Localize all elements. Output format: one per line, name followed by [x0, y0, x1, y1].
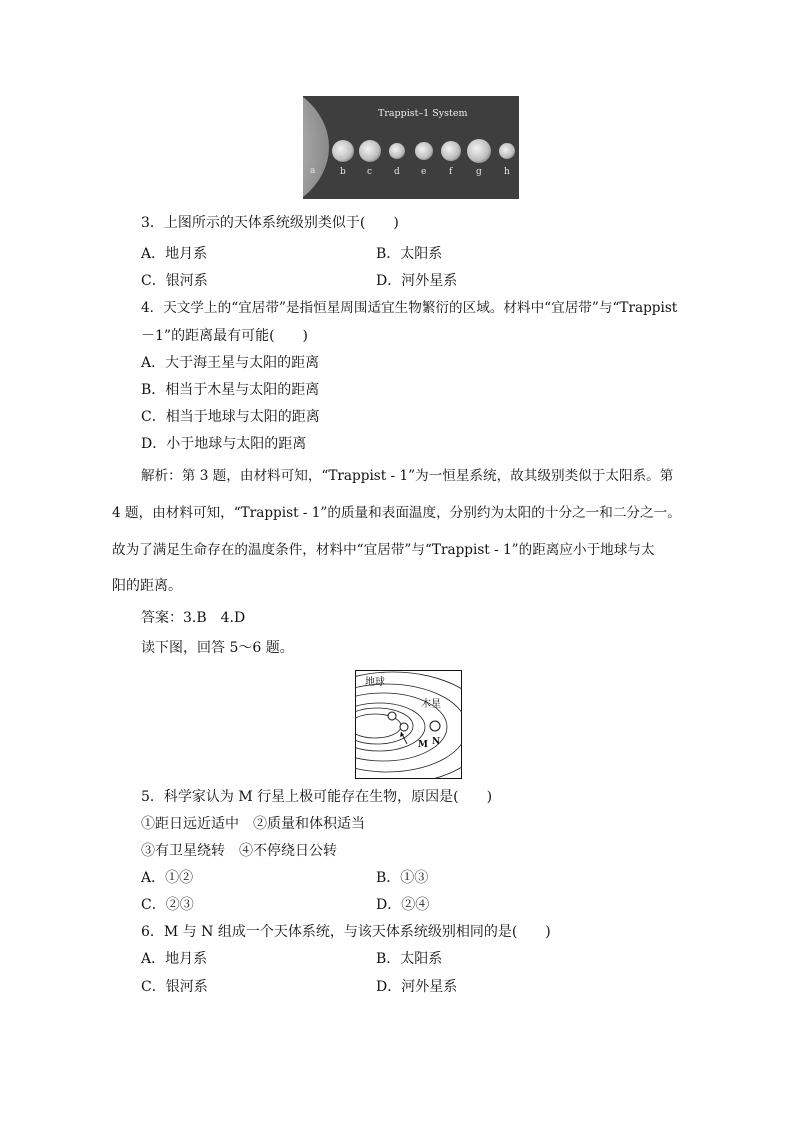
planet-d: [389, 143, 405, 159]
label-e: e: [421, 167, 427, 177]
q5-option-a: A．①②: [141, 870, 194, 886]
label-m: M: [418, 740, 428, 750]
q3-option-a: A．地月系: [141, 246, 208, 262]
planet-h: [499, 143, 515, 159]
planet-m-marker: [400, 723, 408, 731]
label-b: b: [340, 167, 346, 177]
analysis-line4: 阳的距离。: [112, 578, 182, 594]
q4-stem-line1: 4．天文学上的“宜居带”是指恒星周围适宜生物繁衍的区域。材料中“宜居带”与“Trappist: [141, 300, 678, 316]
label-n: N: [432, 737, 441, 747]
q6-option-b: B．太阳系: [376, 951, 443, 967]
q6-stem: 6．M 与 N 组成一个天体系统，与该天体系统级别相同的是( ): [141, 924, 551, 940]
q3-stem: 3．上图所示的天体系统级别类似于( ): [141, 215, 399, 231]
label-h: h: [504, 167, 510, 177]
label-jupiter: 木星: [421, 699, 441, 710]
earth-marker: [388, 712, 396, 720]
q6-option-a: A．地月系: [141, 951, 208, 967]
planet-n-marker: [430, 721, 440, 731]
q3-option-d: D．河外星系: [376, 273, 458, 289]
orbit-figure: [355, 670, 462, 779]
label-f: f: [449, 167, 453, 177]
label-c: c: [367, 167, 373, 177]
trappist-figure: [303, 96, 519, 199]
label-d: d: [394, 167, 400, 177]
q5-items-line2: ③有卫星绕转 ④不停绕日公转: [141, 843, 337, 859]
q3-option-c: C．银河系: [141, 273, 208, 289]
read-prompt: 读下图，回答 5～6 题。: [141, 640, 294, 656]
analysis-line1: 解析：第 3 题，由材料可知，“Trappist - 1”为一恒星系统，故其级别类似于太阳系。第: [141, 468, 674, 484]
q6-option-c: C．银河系: [141, 979, 208, 995]
planet-f: [441, 141, 461, 161]
q6-option-d: D．河外星系: [376, 979, 458, 995]
trappist-figure-svg: [303, 96, 519, 199]
analysis-line2: 4 题，由材料可知，“Trappist - 1”的质量和表面温度，分别约为太阳的十分之一和二分之一。: [112, 505, 681, 521]
planet-g: [467, 139, 491, 163]
q3-option-b: B．太阳系: [376, 246, 443, 262]
q4-option-c: C．相当于地球与太阳的距离: [141, 409, 320, 425]
label-earth: 地球: [365, 677, 385, 688]
orbit-figure-svg: [355, 670, 462, 779]
label-a: a: [310, 166, 316, 176]
analysis-line3: 故为了满足生命存在的温度条件，材料中“宜居带”与“Trappist - 1”的距离应小于地球与太: [112, 542, 655, 558]
q4-stem-line2: －1”的距离最有可能( ): [141, 328, 308, 344]
q5-stem: 5．科学家认为 M 行星上极可能存在生物，原因是( ): [141, 789, 493, 805]
planet-b: [332, 140, 354, 162]
q5-option-d: D．②④: [376, 897, 430, 913]
answer: 答案：3.B 4.D: [141, 610, 246, 626]
planet-c: [359, 140, 381, 162]
q4-option-d: D．小于地球与太阳的距离: [141, 436, 307, 452]
q5-option-b: B．①③: [376, 870, 429, 886]
label-g: g: [476, 167, 482, 177]
planet-e: [415, 142, 433, 160]
q5-items-line1: ①距日远近适中 ②质量和体积适当: [141, 816, 365, 832]
q5-option-c: C．②③: [141, 897, 194, 913]
q4-option-b: B．相当于木星与太阳的距离: [141, 382, 320, 398]
figure-title: Trappist–1 System: [378, 108, 468, 119]
q4-option-a: A．大于海王星与太阳的距离: [141, 355, 320, 371]
